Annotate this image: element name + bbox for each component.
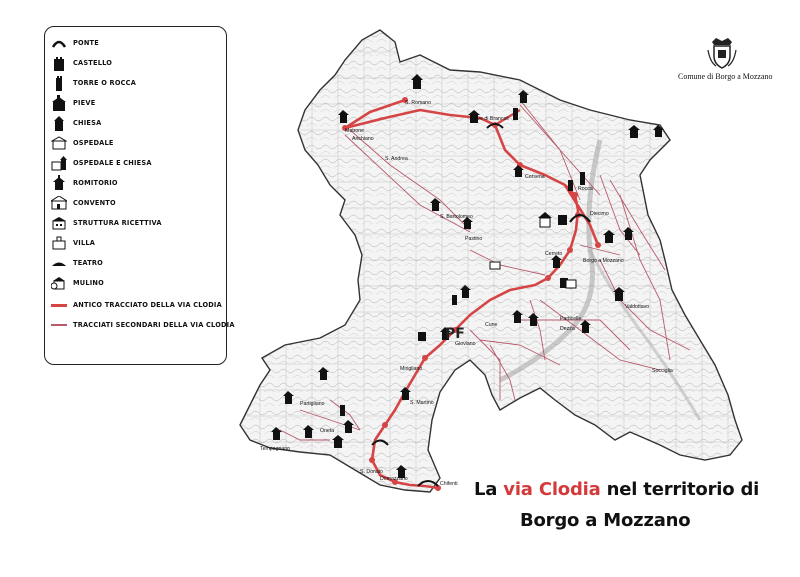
tower-icon	[452, 295, 457, 305]
map-subtitle: Borgo a Mozzano	[520, 510, 691, 531]
tower-icon	[340, 405, 345, 416]
legend-item-church	[51, 115, 101, 131]
place-label: S. Andrea	[385, 156, 408, 162]
legend-item-convent	[51, 195, 116, 211]
title-part: nel territorio di	[600, 479, 760, 500]
mill-icon	[51, 275, 67, 291]
legend-item-secondary-route	[51, 317, 235, 333]
castle-icon	[558, 215, 567, 225]
villa-icon	[51, 235, 67, 251]
convent-icon	[51, 195, 67, 211]
legend-label: ROMITORIO	[73, 179, 118, 187]
legend-label: CONVENTO	[73, 199, 116, 207]
legend-label: TORRE O ROCCA	[73, 79, 137, 87]
legend-item-parish	[51, 95, 95, 111]
legend-item-castle	[51, 55, 112, 71]
place-label: S. Bartolomeo	[440, 214, 473, 220]
hospital-icon	[51, 135, 67, 151]
church-icon	[51, 115, 67, 131]
legend-label: STRUTTURA RICETTIVA	[73, 219, 162, 227]
place-label: Pieve di Brancoli	[470, 116, 509, 122]
place-label: Particelle	[560, 316, 582, 322]
legend-label: MULINO	[73, 279, 104, 287]
hospital-church-icon	[51, 155, 67, 171]
title-part: La	[474, 479, 504, 500]
place-label: Tempagnano	[260, 446, 290, 452]
place-label: Diecimo	[590, 211, 609, 217]
lodging-icon	[51, 215, 67, 231]
svg-text:PF: PF	[445, 326, 465, 342]
legend-label: PONTE	[73, 39, 99, 47]
place-label: S. Romano	[405, 100, 431, 106]
mill-icon	[418, 332, 426, 341]
tower-icon	[580, 172, 585, 185]
legend-label: OSPEDALE	[73, 139, 114, 147]
place-label: Pastino	[465, 236, 483, 242]
place-label: S. Donato	[360, 469, 384, 475]
legend-item-tower	[51, 75, 136, 91]
tower-icon	[513, 108, 518, 120]
place-label: Oneta	[320, 428, 335, 434]
tower-icon	[51, 75, 67, 91]
place-label: Borgo a Mozzano	[583, 258, 624, 264]
place-label: Corsena	[525, 174, 545, 180]
legend-item-main-route	[51, 297, 222, 313]
villa-icon	[490, 262, 500, 269]
legend-label: PIEVE	[73, 99, 96, 107]
place-label: Motrone	[345, 128, 365, 134]
place-label: Cerreto	[545, 251, 563, 257]
legend-label: TEATRO	[73, 259, 103, 267]
legend-item-mill	[51, 275, 104, 291]
legend-label: CASTELLO	[73, 59, 113, 67]
legend-label: ANTICO TRACCIATO DELLA VIA CLODIA	[73, 301, 222, 309]
place-label: Chifenti	[440, 481, 458, 487]
bridge-icon	[51, 35, 67, 51]
legend-label: OSPEDALE E CHIESA	[73, 159, 152, 167]
place-label: Socciglia	[652, 368, 673, 374]
place-label: Partigliano	[300, 401, 325, 407]
theatre-icon	[51, 255, 67, 271]
place-label: Valdottavo	[625, 304, 650, 310]
tower-icon	[568, 180, 573, 191]
legend-item-bridge	[51, 35, 99, 51]
municipal-crest-icon	[706, 36, 738, 70]
legend-item-hospital	[51, 135, 114, 151]
hermitage-icon	[51, 175, 67, 191]
place-label: Mirigliano	[400, 366, 423, 372]
map-legend	[44, 26, 235, 365]
legend-label: VILLA	[73, 239, 96, 247]
legend-item-hermitage	[51, 175, 118, 191]
parish-church-icon	[51, 95, 67, 111]
place-label: Domazzano	[380, 476, 408, 482]
legend-item-villa	[51, 235, 95, 251]
place-label: Cune	[485, 322, 498, 328]
secondary-route-line-icon	[51, 317, 67, 333]
place-label: S. Martino	[410, 400, 434, 406]
map-title	[474, 479, 759, 500]
legend-item-lodging	[51, 215, 162, 231]
legend-label: CHIESA	[73, 119, 102, 127]
castle-icon	[51, 55, 67, 71]
hospital-church-icon	[566, 280, 576, 288]
main-route-line-icon	[51, 297, 67, 313]
legend-item-theatre	[51, 255, 103, 271]
place-label: Rocca	[578, 186, 593, 192]
place-label: Gioviano	[455, 341, 476, 347]
place-label: Anchiano	[352, 136, 374, 142]
place-label: Dezza	[560, 326, 575, 332]
institution-name: Comune di Borgo a Mozzano	[678, 72, 773, 81]
title-highlight: via Clodia	[503, 479, 601, 500]
legend-item-hospital-church	[51, 155, 152, 171]
legend-label: TRACCIATI SECONDARI DELLA VIA CLODIA	[73, 321, 235, 329]
